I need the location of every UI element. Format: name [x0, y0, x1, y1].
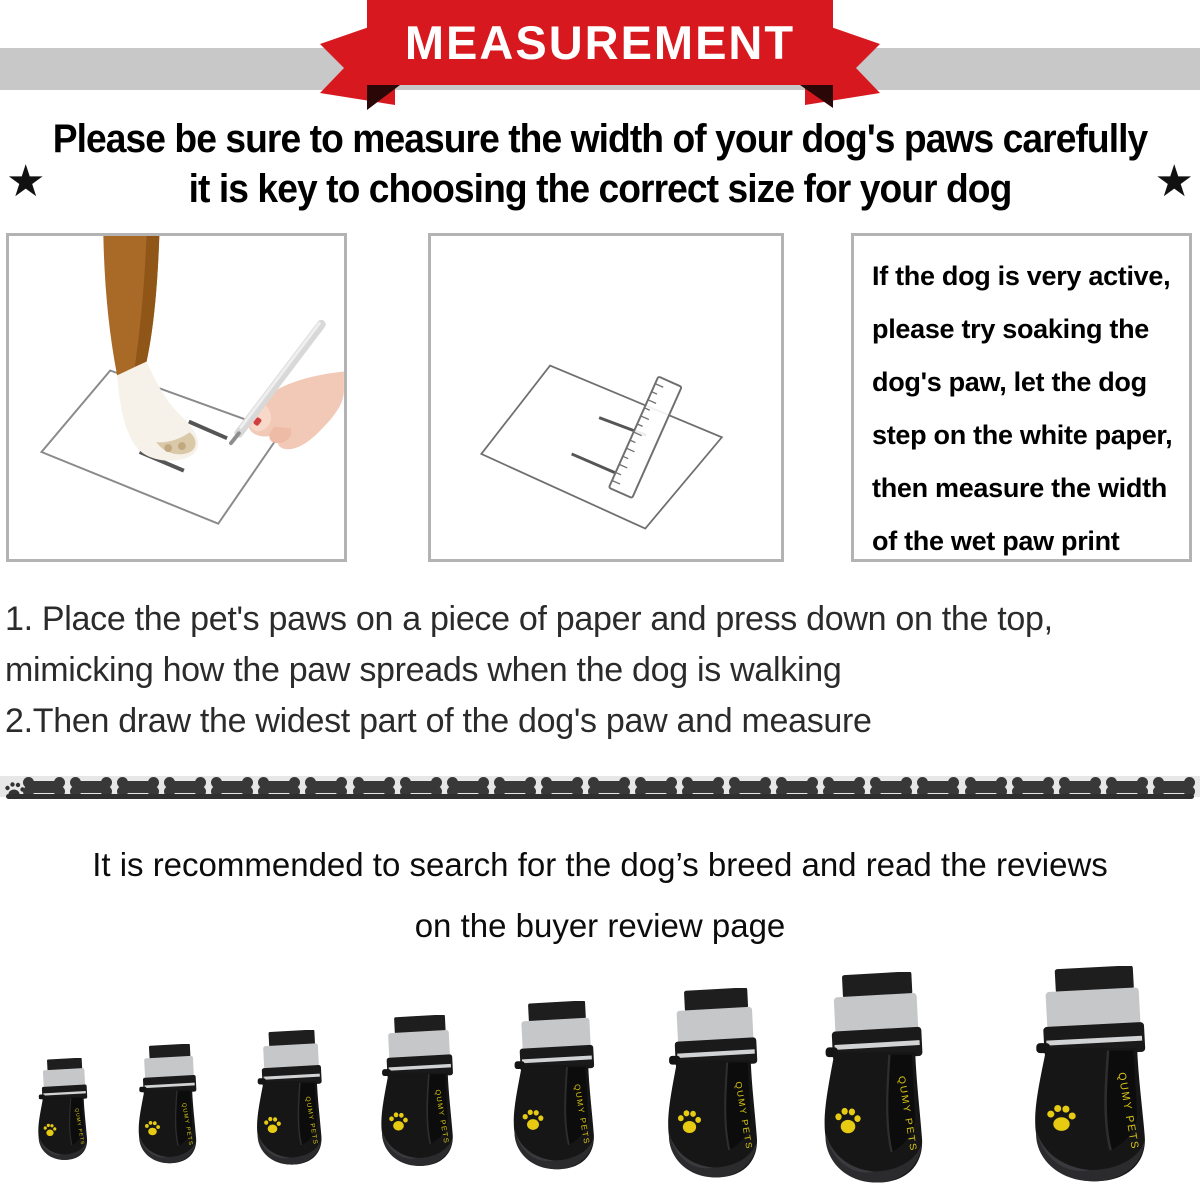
- bone-icon: [28, 781, 60, 793]
- tip-line: dog's paw, let the dog: [872, 367, 1147, 397]
- dog-boot-size-3: [254, 1030, 328, 1170]
- bone-icon: [687, 781, 719, 793]
- instruction-line-2: mimicking how the paw spreads when the dog is walking: [5, 651, 842, 689]
- dog-boot-size-2: [136, 1044, 202, 1168]
- dog-boot-size-6: [664, 988, 766, 1185]
- dog-boot-size-4: [378, 1015, 460, 1172]
- recommendation-line-1: It is recommended to search for the dog’s breed and read the reviews: [92, 846, 1108, 883]
- bone-icon: [75, 781, 107, 793]
- instruction-line-1: 1. Place the pet's paws on a piece of paper and press down on the top,: [5, 600, 1053, 638]
- paw-tracing-illustration: [9, 236, 344, 559]
- dog-boot-size-5: [510, 1001, 602, 1176]
- bone-icon: [922, 781, 954, 793]
- bone-icon: [405, 781, 437, 793]
- bone-icon: [828, 781, 860, 793]
- bone-icon: [1017, 781, 1049, 793]
- bone-icon: [358, 781, 390, 793]
- dog-boot-size-8: [1030, 966, 1156, 1190]
- divider-line: [6, 794, 1194, 799]
- bone-icon: [593, 781, 625, 793]
- bone-icon: [216, 781, 248, 793]
- bone-icon: [452, 781, 484, 793]
- banner-title: MEASUREMENT: [404, 16, 796, 69]
- tip-line: then measure the width: [872, 473, 1167, 503]
- headline: [0, 114, 1200, 214]
- recommendation: [0, 834, 1200, 956]
- bone-icon: [1111, 781, 1143, 793]
- bone-icon: [263, 781, 295, 793]
- illustration-box-paw-tracing: [6, 233, 347, 562]
- star-icon: ★: [1154, 157, 1194, 206]
- ruler-measure-illustration: [431, 236, 781, 559]
- bone-icon: [1064, 781, 1096, 793]
- measurement-banner: [367, 0, 833, 85]
- tip-box: [851, 233, 1192, 562]
- bone-icon: [499, 781, 531, 793]
- bone-icon: [640, 781, 672, 793]
- bone-icon: [169, 781, 201, 793]
- tip-line: please try soaking the: [872, 314, 1150, 344]
- bone-row: [28, 779, 1190, 795]
- bone-icon: [546, 781, 578, 793]
- headline-line-1: Please be sure to measure the width of your dog's paws carefully: [52, 117, 1148, 161]
- recommendation-line-2: on the buyer review page: [414, 907, 786, 944]
- tip-line: of the wet paw print: [872, 526, 1120, 556]
- instructions: [5, 594, 1200, 747]
- star-icon: ★: [6, 157, 46, 206]
- tip-line: step on the white paper,: [872, 420, 1173, 450]
- bone-icon: [1158, 781, 1190, 793]
- bone-icon: [781, 781, 813, 793]
- headline-line-2: it is key to choosing the correct size for your dog: [188, 167, 1012, 211]
- bone-icon: [970, 781, 1002, 793]
- bone-divider: [0, 770, 1200, 804]
- bone-icon: [122, 781, 154, 793]
- bone-icon: [734, 781, 766, 793]
- dog-boot-size-7: [820, 972, 932, 1191]
- illustration-box-ruler: [428, 233, 784, 562]
- bone-icon: [875, 781, 907, 793]
- paper-sheet: [481, 366, 722, 529]
- dog-boot-size-1: [36, 1058, 92, 1164]
- tip-line: If the dog is very active,: [872, 261, 1171, 291]
- bone-icon: [310, 781, 342, 793]
- instruction-line-3: 2.Then draw the widest part of the dog's paw and measure: [5, 702, 872, 740]
